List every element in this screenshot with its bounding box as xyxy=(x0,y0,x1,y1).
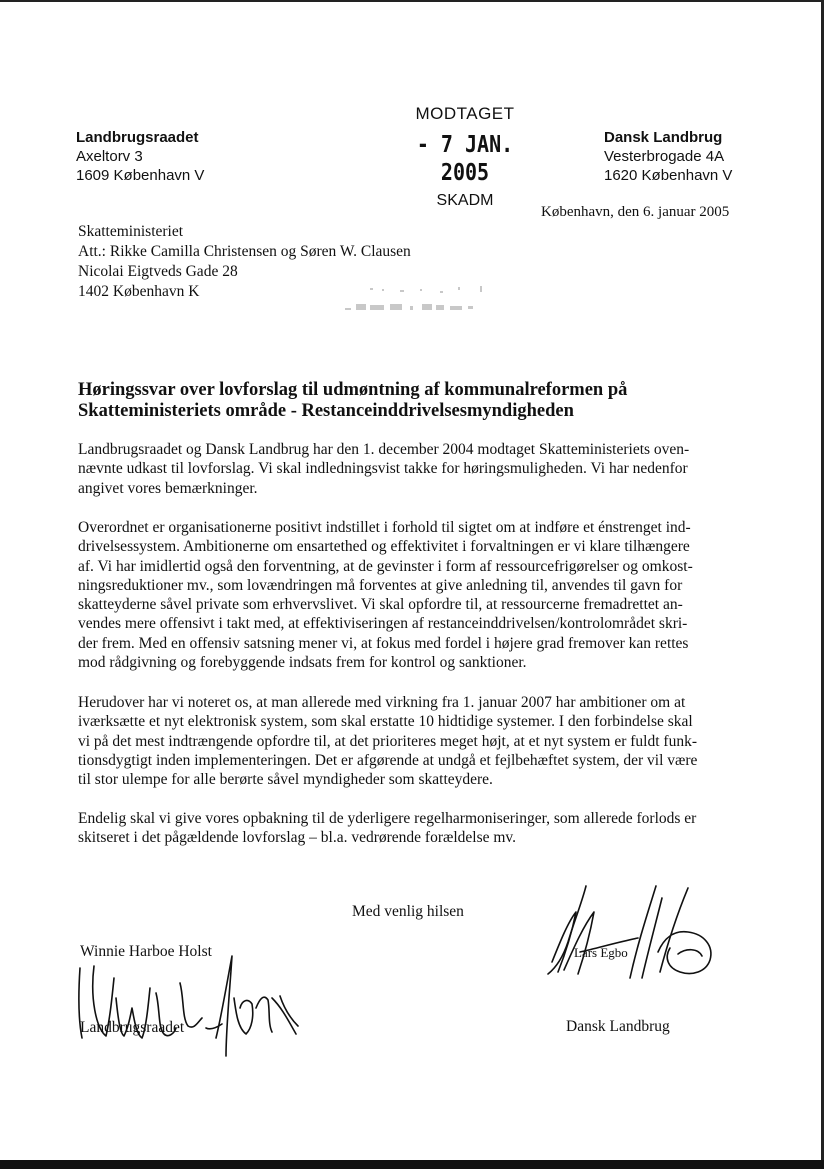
received-stamp xyxy=(395,104,535,210)
paragraph-3 xyxy=(78,693,758,789)
paragraph-line: ningsreduktioner mv., som lovændringen må forventes at give anledning til, anvendes til gavn for xyxy=(78,576,683,594)
paragraph-4 xyxy=(78,809,758,848)
recipient-street: Nicolai Eigtveds Gade 28 xyxy=(78,263,238,280)
paragraph-line: iværksætte et nyt elektronisk system, som skal erstatte 10 hidtidige systemer. I den forbindelse skal xyxy=(78,713,693,731)
paragraph-line: angivet vores bemærkninger. xyxy=(78,479,258,497)
paragraph-line: skatteyderne såvel private som erhvervslivet. Vi skal opfordre til, at ressourcerne fremadrettet an- xyxy=(78,596,683,614)
paragraph-line: Herudover har vi noteret os, at man allerede med virkning fra 1. januar 2007 har ambitioner om at xyxy=(78,694,686,711)
paragraph-2 xyxy=(78,518,758,672)
paragraph-line: nævnte udkast til lovforslag. Vi skal indledningsvist takke for høringsmuligheden. Vi har nedenfor xyxy=(78,460,688,478)
paragraph-line: drivelsessystem. Ambitionerne om ensartethed og effektivitet i forvaltningen er vi klare tilhængere xyxy=(78,538,690,556)
recipient-attention: Att.: Rikke Camilla Christensen og Søren W. Clausen xyxy=(78,243,411,260)
letter-date: København, den 6. januar 2005 xyxy=(541,204,730,220)
sender-left-city: 1609 København V xyxy=(76,167,205,184)
signatory-left-org: Landbrugsraadet xyxy=(80,1019,185,1036)
paragraph-line: af. Vi har imidlertid også den forventning, at de gevinster i form af ressourcefrigørelser og omkost- xyxy=(78,557,693,575)
scan-edge-top xyxy=(0,0,824,2)
paragraph-line: Endelig skal vi give vores opbakning til de yderligere regelharmoniseringer, som allerede forlods er xyxy=(78,810,697,827)
paragraph-1 xyxy=(78,440,758,498)
signatory-right-name: Lars Egbo xyxy=(574,945,628,960)
faint-stamp-mark xyxy=(340,284,490,320)
sender-right-street: Vesterbrogade 4A xyxy=(604,148,725,165)
handwritten-signature-right xyxy=(538,882,728,982)
paragraph-line: Overordnet er organisationerne positivt indstillet i forhold til sigtet om at indføre et énstrenget ind- xyxy=(78,519,691,536)
paragraph-line: mod rådgivning og forebyggende indsats frem for kontrol og sanktioner. xyxy=(78,654,527,672)
paragraph-line: skitseret i det pågældende lovforslag – bl.a. vedrørende forældelse mv. xyxy=(78,829,517,847)
sender-left-street: Axeltorv 3 xyxy=(76,148,143,165)
paragraph-line: til stor ulempe for alle berørte såvel myndigheder som skatteydere. xyxy=(78,771,493,789)
paragraph-line: vendes mere offensivt i takt med, at effektiviseringen af restanceinddrivelsen/kontrolområdet skri- xyxy=(78,615,688,633)
letter-subject xyxy=(78,380,758,422)
scan-edge-bottom xyxy=(0,1160,824,1169)
stamp-department: SKADM xyxy=(436,192,494,209)
subject-line-1: Høringssvar over lovforslag til udmøntning af kommunalreformen på xyxy=(78,380,628,400)
paragraph-line: der frem. Med en offensiv satsning mener vi, at fokus med fordel i højere grad fremover kan rettes xyxy=(78,634,689,652)
sender-address-right xyxy=(604,128,732,185)
sender-right-name: Dansk Landbrug xyxy=(604,129,723,146)
subject-line-2: Skatteministeriets område - Restanceinddrivelsesmyndigheden xyxy=(78,401,574,421)
stamp-received-label: MODTAGET xyxy=(415,104,515,123)
signatory-right-org: Dansk Landbrug xyxy=(566,1018,670,1035)
sender-left-name: Landbrugsraadet xyxy=(76,129,199,146)
signatory-left-name: Winnie Harboe Holst xyxy=(80,943,212,960)
closing-greeting: Med venlig hilsen xyxy=(352,903,464,920)
stamp-date: - 7 JAN. 2005 xyxy=(416,130,514,186)
sender-address-left xyxy=(76,128,204,185)
paragraph-line: vi på det mest indtrængende opfordre til, at det prioriteres meget højt, at et nyt system er fuldt funk- xyxy=(78,732,697,750)
sender-right-city: 1620 København V xyxy=(604,167,733,184)
paragraph-line: tionsdygtigt inden implementeringen. Det er afgørende at undgå et fejlbehæftet system, der vil være xyxy=(78,751,698,769)
recipient-city: 1402 København K xyxy=(78,283,200,300)
recipient-org: Skatteministeriet xyxy=(78,223,184,240)
paragraph-line: Landbrugsraadet og Dansk Landbrug har den 1. december 2004 modtaget Skatteministeriets oven- xyxy=(78,441,690,458)
